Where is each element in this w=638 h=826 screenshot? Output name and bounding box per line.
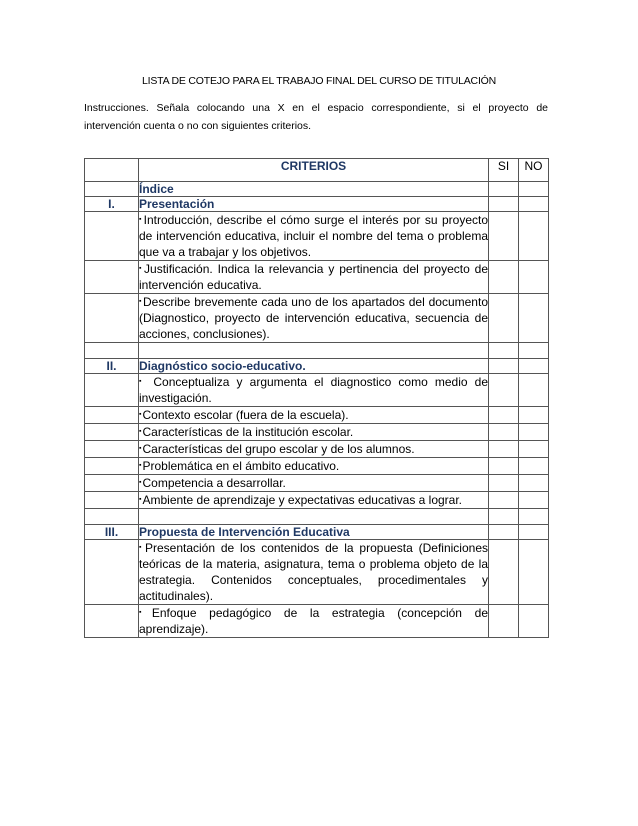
criterion-label: Introducción, describe el cómo surge el interés por su proyecto de intervención educativa, incluir el nombre del tema o problema que va a trabajar y los objetivos. xyxy=(139,213,489,259)
checkbox-si-cell[interactable] xyxy=(489,475,519,492)
checkbox-no-cell[interactable] xyxy=(519,540,549,605)
header-si: SI xyxy=(489,159,519,182)
checkbox-si-cell[interactable] xyxy=(489,605,519,638)
criterion-row xyxy=(85,605,549,638)
criterion-text xyxy=(139,540,489,605)
checkbox-si-cell[interactable] xyxy=(489,525,519,540)
header-num-cell xyxy=(85,159,139,182)
criterion-label: Competencia a desarrollar. xyxy=(142,476,286,490)
checkbox-si-cell[interactable] xyxy=(489,197,519,212)
bullet-icon: ▪ xyxy=(139,411,142,418)
bullet-icon: ▪ xyxy=(139,378,146,385)
bullet-icon: ▪ xyxy=(139,462,142,469)
criterion-num-cell xyxy=(85,441,142,458)
spacer-cell xyxy=(139,343,489,359)
bullet-icon: ▪ xyxy=(139,216,143,223)
criterion-row xyxy=(85,492,549,509)
bullet-icon: ▪ xyxy=(139,609,151,616)
checkbox-si-cell[interactable] xyxy=(489,540,519,605)
criterion-text xyxy=(139,407,489,424)
checkbox-si-cell[interactable] xyxy=(489,359,519,374)
criterion-text xyxy=(139,294,489,343)
spacer-row xyxy=(85,343,549,359)
spacer-cell xyxy=(519,343,549,359)
criterion-label: Ambiente de aprendizaje y expectativas educativas a lograr. xyxy=(142,493,463,507)
checkbox-no-cell[interactable] xyxy=(519,475,549,492)
section-title: Diagnóstico socio-educativo. xyxy=(139,359,489,374)
bullet-icon: ▪ xyxy=(139,298,142,305)
criterion-row xyxy=(85,294,549,343)
checkbox-no-cell[interactable] xyxy=(519,458,549,475)
criterion-row xyxy=(85,424,549,441)
section-row xyxy=(85,197,549,212)
bullet-icon: ▪ xyxy=(139,265,144,272)
criterion-text xyxy=(139,605,489,638)
checkbox-no-cell[interactable] xyxy=(519,374,549,407)
checkbox-si-cell[interactable] xyxy=(489,407,519,424)
checkbox-no-cell[interactable] xyxy=(519,212,549,261)
bullet-icon: ▪ xyxy=(139,428,142,435)
spacer-cell xyxy=(85,343,139,359)
section-number: I. xyxy=(85,197,139,212)
section-number: II. xyxy=(85,359,139,374)
checkbox-si-cell[interactable] xyxy=(489,294,519,343)
spacer-cell xyxy=(85,509,139,525)
bullet-icon: ▪ xyxy=(139,496,142,503)
criterion-text xyxy=(139,475,489,492)
criterion-row xyxy=(85,441,549,458)
checkbox-no-cell[interactable] xyxy=(519,261,549,294)
section-number: III. xyxy=(85,525,139,540)
section-title: Propuesta de Intervención Educativa xyxy=(139,525,489,540)
checkbox-no-cell[interactable] xyxy=(519,359,549,374)
criterion-num-cell xyxy=(85,294,139,343)
checkbox-si-cell[interactable] xyxy=(489,182,519,197)
checklist-table xyxy=(84,158,549,638)
criterion-label: Presentación de los contenidos de la propuesta (Definiciones teóricas de la materia, asignatura, tema o problema objeto de la estrategia. Contenidos conceptuales, procedimentales y actitudinales). xyxy=(139,541,488,603)
checkbox-no-cell[interactable] xyxy=(519,605,549,638)
criterion-text xyxy=(139,441,489,458)
criterion-num-cell xyxy=(85,475,142,492)
criterion-label: Características de la institución escolar. xyxy=(142,425,354,439)
criterion-label: Enfoque pedagógico de la estrategia (concepción de aprendizaje). xyxy=(139,606,488,636)
criterion-num-cell xyxy=(85,424,142,441)
criterion-row xyxy=(85,540,549,605)
checkbox-no-cell[interactable] xyxy=(519,525,549,540)
bullet-icon: ▪ xyxy=(139,445,142,452)
criterion-text xyxy=(139,374,489,407)
criterion-text xyxy=(139,261,489,294)
checkbox-no-cell[interactable] xyxy=(519,424,549,441)
criterion-num-cell xyxy=(85,374,139,407)
criterion-label: Conceptualiza y argumenta el diagnostico como medio de investigación. xyxy=(139,375,489,405)
section-title: Presentación xyxy=(139,197,489,212)
checkbox-no-cell[interactable] xyxy=(519,294,549,343)
spacer-cell xyxy=(519,509,549,525)
document-title: LISTA DE COTEJO PARA EL TRABAJO FINAL DEL CURSO DE TITULACIÓN xyxy=(141,75,497,87)
criterion-row xyxy=(85,374,549,407)
indice-label: Índice xyxy=(139,182,489,197)
criterion-num-cell xyxy=(85,605,139,638)
criterion-label: Problemática en el ámbito educativo. xyxy=(142,459,340,473)
criterion-label: Características del grupo escolar y de los alumnos. xyxy=(142,442,415,456)
checkbox-si-cell[interactable] xyxy=(489,212,519,261)
criterion-text xyxy=(139,458,489,475)
header-no: NO xyxy=(519,159,549,182)
criterion-text xyxy=(139,212,489,261)
indice-row xyxy=(85,182,549,197)
checkbox-si-cell[interactable] xyxy=(489,458,519,475)
criterion-label: Describe brevemente cada uno de los apartados del documento (Diagnostico, proyecto de intervención educativa, secuencia de acciones, conclusiones). xyxy=(139,295,488,341)
criterion-num-cell xyxy=(85,540,139,605)
checkbox-si-cell[interactable] xyxy=(489,374,519,407)
checkbox-si-cell[interactable] xyxy=(489,492,519,509)
criterion-label: Contexto escolar (fuera de la escuela). xyxy=(142,408,349,422)
instructions-text: Instrucciones. Señala colocando una X en el espacio correspondiente, si el proyecto de intervención cuenta o no con siguientes criterios. xyxy=(84,102,548,132)
checkbox-no-cell[interactable] xyxy=(519,197,549,212)
header-criterios: CRITERIOS xyxy=(139,159,489,182)
checkbox-no-cell[interactable] xyxy=(519,182,549,197)
criterion-row xyxy=(85,475,549,492)
criterion-row xyxy=(85,458,549,475)
bullet-icon: ▪ xyxy=(139,479,142,486)
spacer-cell xyxy=(139,509,489,525)
criterion-num-cell xyxy=(85,261,139,294)
checkbox-no-cell[interactable] xyxy=(519,492,549,509)
spacer-row xyxy=(85,509,549,525)
checkbox-si-cell[interactable] xyxy=(489,261,519,294)
criterion-row xyxy=(85,407,549,424)
criterion-text xyxy=(139,424,489,441)
criterion-num-cell xyxy=(85,407,142,424)
criterion-num-cell xyxy=(85,212,139,261)
criterion-label: Justificación. Indica la relevancia y pertinencia del proyecto de intervención educativa. xyxy=(139,262,488,292)
spacer-cell xyxy=(489,343,519,359)
bullet-icon: ▪ xyxy=(139,544,144,551)
checkbox-si-cell[interactable] xyxy=(489,441,519,458)
section-row xyxy=(85,525,549,540)
header-row xyxy=(85,159,549,182)
spacer-cell xyxy=(489,509,519,525)
checkbox-no-cell[interactable] xyxy=(519,407,549,424)
criterion-row xyxy=(85,261,549,294)
criterion-row xyxy=(85,212,549,261)
checkbox-si-cell[interactable] xyxy=(489,424,519,441)
criterion-num-cell xyxy=(85,458,142,475)
section-row xyxy=(85,359,549,374)
criterion-num-cell xyxy=(85,492,142,509)
indice-num-cell xyxy=(85,182,139,197)
criterion-text xyxy=(139,492,489,509)
checkbox-no-cell[interactable] xyxy=(519,441,549,458)
